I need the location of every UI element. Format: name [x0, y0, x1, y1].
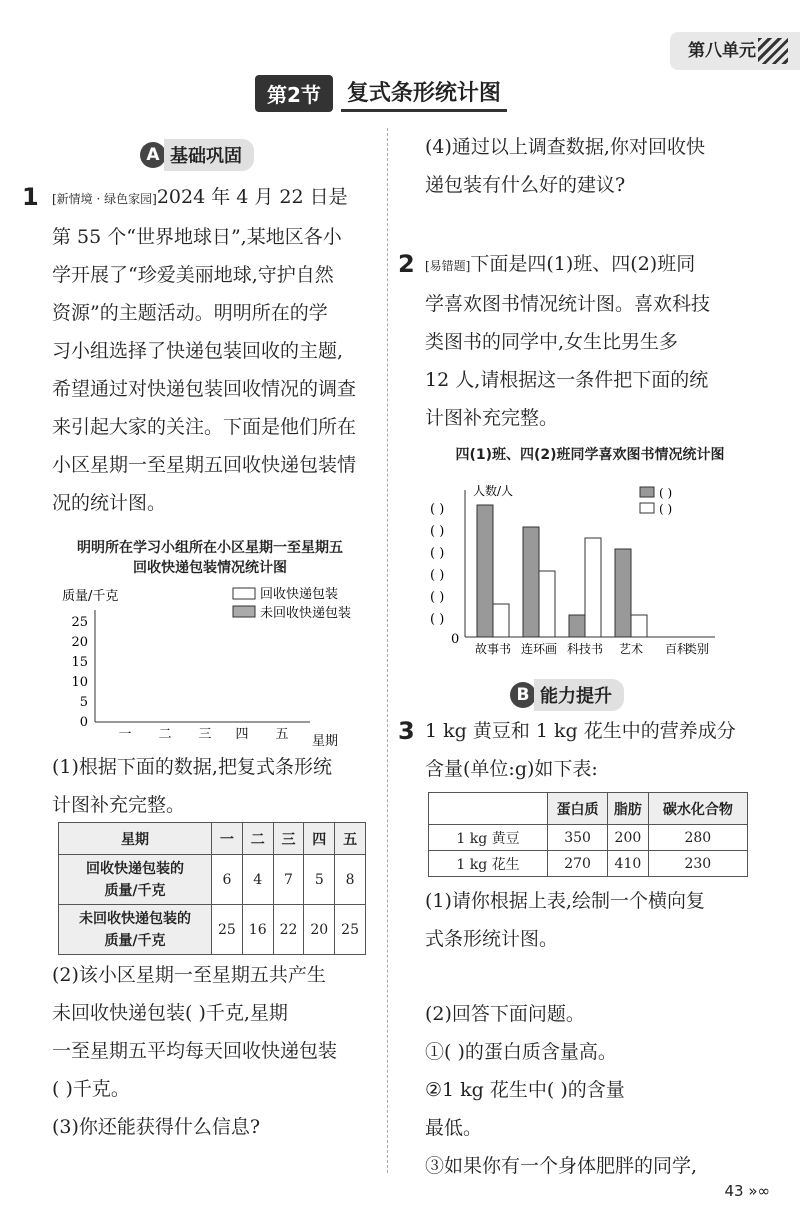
legend-label-recycled: 回收快递包装 [260, 587, 339, 602]
q2-y-zero: 0 [451, 632, 460, 647]
q1-sub1 [52, 748, 387, 824]
q1-sub1-line: 计图补充完整。 [52, 794, 186, 816]
q2-chart-ylabel: 人数/人 [473, 484, 514, 498]
table-header: 五 [335, 823, 366, 855]
q2-legend-swatch-1 [640, 487, 654, 497]
row-label-line: 质量/千克 [104, 882, 166, 899]
q1-tag: [新情境 · 绿色家园] [52, 192, 157, 206]
bar-连环画-series-1 [523, 527, 539, 637]
table-cell: 5 [304, 855, 335, 905]
q1-chart-ylabel: 质量/千克 [62, 589, 119, 604]
x-tick: 五 [275, 727, 289, 742]
y-tick: 10 [71, 675, 88, 690]
x-tick: 三 [198, 727, 212, 742]
stripe-decoration [758, 38, 788, 64]
table-cell: 25 [212, 905, 243, 955]
table-cell: 25 [335, 905, 366, 955]
badge-a-letter: A [140, 142, 166, 168]
row-label-line: 回收快递包装的 [86, 860, 184, 877]
table-cell: 410 [608, 851, 649, 877]
row-label [59, 905, 212, 955]
q1-line: 2024 年 4 月 22 日是 [156, 186, 348, 208]
badge-b-letter: B [510, 682, 536, 708]
y-tick: 0 [79, 715, 88, 730]
q3-line: 含量(单位:g)如下表: [425, 758, 598, 780]
y-blank: ( ) [430, 524, 445, 539]
question-number: 2 [398, 250, 415, 278]
legend-label-unrecycled: 未回收快递包装 [260, 606, 352, 621]
y-blank: ( ) [430, 590, 445, 605]
section-tag: 第2节 [255, 75, 333, 112]
x-tick: 百科 [664, 642, 690, 656]
row-label-line: 质量/千克 [104, 932, 166, 949]
q3-line: 1 kg 黄豆和 1 kg 花生中的营养成分 [425, 720, 736, 742]
table-cell: 280 [648, 825, 747, 851]
section-name: 复式条形统计图 [341, 74, 507, 112]
q1-chart-title-line1: 明明所在学习小组所在小区星期一至星期五 [77, 540, 343, 556]
question-number: 1 [22, 183, 39, 211]
q1-x-ticks [118, 727, 288, 742]
y-blank: ( ) [430, 568, 445, 583]
y-blank: ( ) [430, 502, 445, 517]
q2-text [425, 245, 775, 437]
y-tick: 25 [71, 615, 88, 630]
table-cell: 350 [548, 825, 608, 851]
unit-label: 第八单元 [688, 41, 756, 61]
unit-tab [670, 32, 800, 70]
q1-line: 希望通过对快递包装回收情况的调查 [52, 378, 357, 400]
q1-sub2-line: 一至星期五平均每天回收快递包装 [52, 1040, 338, 1062]
q2-legend-label-2: ( ) [659, 502, 673, 516]
column-divider [387, 128, 388, 1173]
badge-basic [140, 140, 254, 170]
bar-故事书-series-1 [477, 505, 493, 637]
q1-sub2-line: (2)该小区星期一至星期五共产生 [52, 964, 326, 986]
q2-legend-label-1: ( ) [659, 486, 673, 500]
table-cell: 200 [608, 825, 649, 851]
q1-data-table [58, 822, 366, 955]
table-cell: 7 [273, 855, 304, 905]
x-tick: 科技书 [566, 642, 604, 656]
q2-line: 12 人,请根据这一条件把下面的统 [425, 369, 709, 391]
q1-line: 来引起大家的关注。下面是他们所在 [52, 416, 357, 438]
bar-科技书-series-2 [585, 538, 601, 637]
table-header: 三 [273, 823, 304, 855]
legend-swatch-unrecycled [233, 606, 255, 617]
table-header: 四 [304, 823, 335, 855]
row-label [59, 855, 212, 905]
table-cell: 16 [242, 905, 273, 955]
table-cell: 8 [335, 855, 366, 905]
q1-chart-title-line2: 回收快递包装情况统计图 [133, 560, 287, 576]
q3-sub1-line: 式条形统计图。 [425, 928, 559, 950]
table-cell: 270 [548, 851, 608, 877]
q1-line: 第 55 个“世界地球日”,某地区各小 [52, 226, 342, 248]
q1-sub3: (3)你还能获得什么信息? [52, 1116, 261, 1138]
q3-sub1-line: (1)请你根据上表,绘制一个横向复 [425, 890, 705, 912]
q3-nutrition-table [428, 792, 748, 877]
q1-sub4 [425, 128, 775, 204]
q2-bars [477, 505, 647, 637]
table-cell: 230 [648, 851, 747, 877]
legend-swatch-recycled [233, 588, 255, 599]
q1-text [52, 178, 387, 522]
badge-b-label: 能力提升 [534, 679, 624, 711]
q2-tag: [易错题] [425, 259, 471, 273]
q1-sub4-line: (4)通过以上调查数据,你对回收快 [425, 136, 705, 158]
bar-故事书-series-2 [493, 604, 509, 637]
table-header: 蛋白质 [548, 793, 608, 825]
table-header: 碳水化合物 [648, 793, 747, 825]
row-label: 1 kg 花生 [429, 851, 548, 877]
q1-chart-title [30, 538, 390, 578]
q1-sub2-line: 未回收快递包装( )千克,星期 [52, 1002, 288, 1024]
q3-item: ③如果你有一个身体肥胖的同学, [425, 1155, 698, 1177]
q1-line: 况的统计图。 [52, 492, 167, 514]
q2-x-ticks [475, 641, 689, 656]
bar-艺术-series-2 [631, 615, 647, 637]
x-tick: 一 [118, 727, 132, 742]
q2-legend-swatch-2 [640, 503, 654, 513]
bar-连环画-series-2 [539, 571, 555, 637]
q2-line: 下面是四(1)班、四(2)班同 [470, 253, 696, 275]
q1-sub4-line: 递包装有什么好的建议? [425, 174, 626, 196]
y-blank: ( ) [430, 546, 445, 561]
q3-item: ②1 kg 花生中( )的含量 [425, 1079, 625, 1101]
badge-advanced [510, 680, 624, 710]
q1-line: 资源”的主题活动。明明所在的学 [52, 302, 328, 324]
x-tick: 四 [235, 727, 249, 742]
y-blank: ( ) [430, 612, 445, 627]
q2-chart-xlabel: 类别 [685, 642, 710, 656]
table-header: 星期 [59, 823, 212, 855]
q3-sub1 [425, 882, 775, 958]
y-tick: 20 [71, 635, 88, 650]
row-label: 1 kg 黄豆 [429, 825, 548, 851]
q2-line: 类图书的同学中,女生比男生多 [425, 331, 679, 353]
q1-sub2-line: ( )千克。 [52, 1078, 130, 1100]
q1-line: 学开展了“珍爱美丽地球,守护自然 [52, 264, 334, 286]
badge-a-label: 基础巩固 [164, 139, 254, 171]
table-cell: 6 [212, 855, 243, 905]
q3-items [425, 1033, 775, 1185]
page-number: 43 »∞ [724, 1182, 770, 1200]
table-header: 二 [242, 823, 273, 855]
q1-y-ticks [71, 615, 88, 730]
q2-chart [425, 475, 725, 665]
q1-sub2 [52, 956, 387, 1108]
table-header: 脂肪 [608, 793, 649, 825]
q1-sub1-line: (1)根据下面的数据,把复式条形统 [52, 756, 332, 778]
bar-艺术-series-1 [615, 549, 631, 637]
q3-item: ①( )的蛋白质含量高。 [425, 1041, 617, 1063]
x-tick: 故事书 [474, 642, 512, 656]
x-tick: 连环画 [520, 642, 558, 656]
row-label-line: 未回收快递包装的 [79, 910, 191, 927]
q1-chart [50, 580, 380, 750]
section-title [255, 72, 507, 114]
bar-科技书-series-1 [569, 615, 585, 637]
x-tick: 二 [158, 727, 172, 742]
table-cell: 22 [273, 905, 304, 955]
y-tick: 5 [79, 695, 88, 710]
y-tick: 15 [71, 655, 88, 670]
question-number: 3 [398, 717, 415, 745]
table-header: 一 [212, 823, 243, 855]
q2-line: 计图补充完整。 [425, 407, 559, 429]
q3-item: 最低。 [425, 1117, 483, 1139]
x-tick: 艺术 [618, 642, 644, 656]
q3-sub2: (2)回答下面问题。 [425, 1003, 585, 1025]
q2-line: 学喜欢图书情况统计图。喜欢科技 [425, 293, 711, 315]
page-number-value: 43 [724, 1182, 744, 1200]
q2-y-blanks [430, 502, 444, 627]
table-cell: 20 [304, 905, 335, 955]
table-header [429, 793, 548, 825]
q3-text [425, 712, 775, 788]
q1-line: 小区星期一至星期五回收快递包装情 [52, 454, 357, 476]
q1-chart-xlabel: 星期 [312, 734, 339, 749]
table-cell: 4 [242, 855, 273, 905]
q2-chart-title: 四(1)班、四(2)班同学喜欢图书情况统计图 [455, 447, 725, 463]
q1-line: 习小组选择了快递包装回收的主题, [52, 340, 344, 362]
